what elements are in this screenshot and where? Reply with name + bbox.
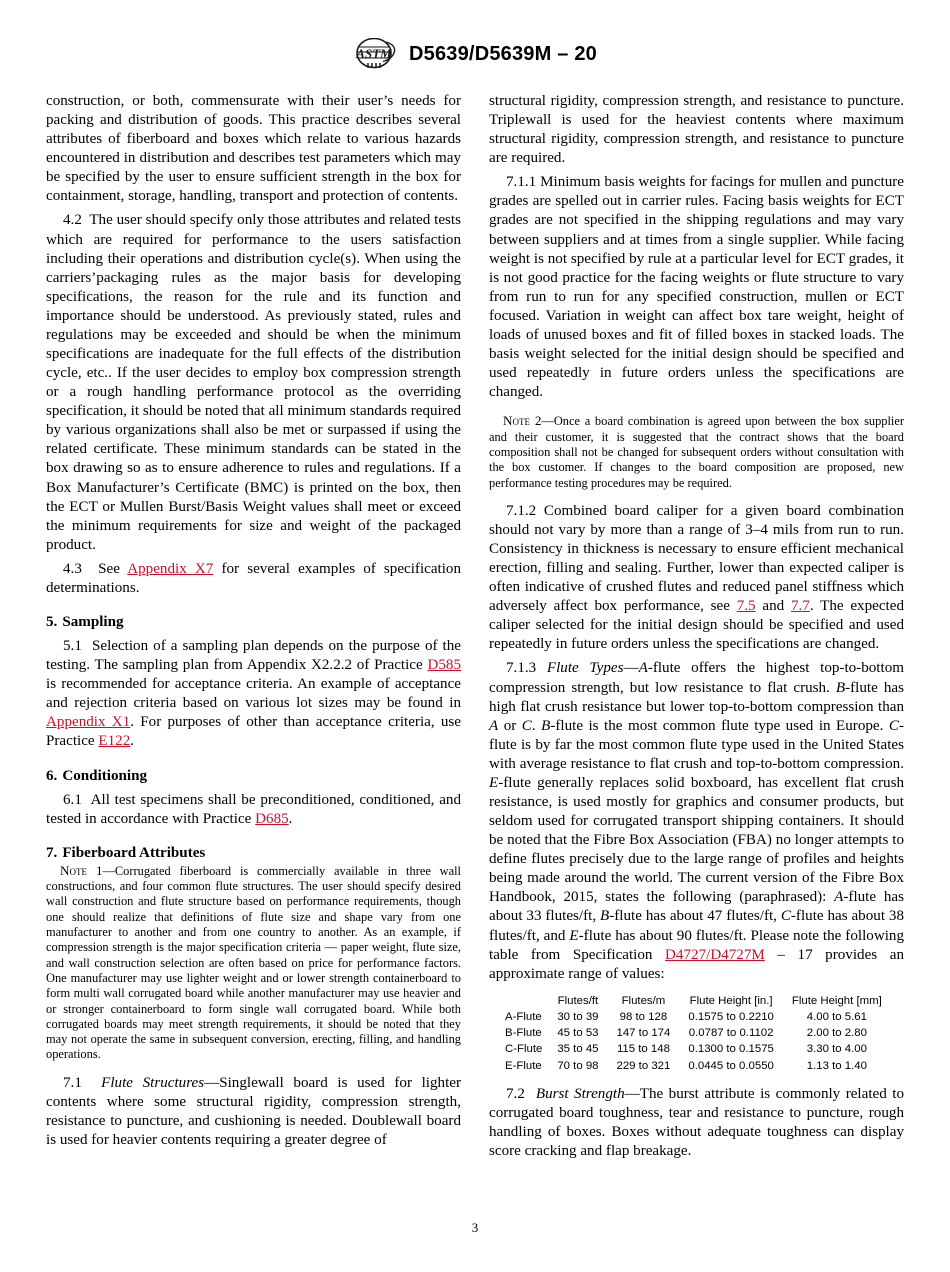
flute-letter-c-1: C — [521, 717, 532, 734]
paragraph-5-1-seg-d: . — [130, 733, 135, 750]
flute-letter-b-1: B — [835, 679, 846, 696]
paragraph-7-1-2-seg-a: Combined board caliper for a given board combination should not vary by more than a range of 3–4 mils from run to run. Consistency in thickness is necessary to ensure efficient mechanical erection, filling and sealing. Further, lower than expected caliper is often indicative of crushed flutes and reduced panel stiffness which adversely affect box performance, see — [489, 502, 904, 615]
note-2 — [489, 413, 904, 491]
seg-9: -flute has about 33 flutes/ft, — [489, 889, 904, 925]
paragraph-4-1-continuation: construction, or both, commensurate with their user’s needs for packing and distribution of goods. This practice describes several attributes of fiberboard and boxes which relate to various hazards encountered in distribution and describes test parameters which may be specified by the user to ensure sufficient strength in the box for containment, storage, handling, transport and protection of contents. — [46, 93, 461, 205]
paragraph-7-1-title: Flute Structures — [101, 1074, 205, 1091]
table-row — [503, 1025, 891, 1041]
column-header-flutes-ft: Flutes/ft — [557, 994, 599, 1007]
paragraph-7-1-2-seg-c: . The expected caliper selected for the initial design should be specified and used repeatedly in future orders unless the specifications are changed. — [489, 598, 904, 653]
seg-4: or — [498, 717, 522, 734]
seg-12: -flute has about 90 flutes/ft. Please note the following table from Specification — [489, 927, 904, 963]
section-7-number: 7. — [46, 844, 58, 861]
flute-letter-c-2: C — [888, 717, 899, 734]
paragraph-4-3-tail: for several examples of specification determinations. — [46, 560, 462, 596]
note-1 — [46, 863, 461, 1063]
cell-flutes-m: 147 to 174 — [616, 1027, 671, 1040]
section-5-number: 5. — [46, 614, 58, 631]
flute-specification-table — [503, 993, 891, 1074]
row-label: C-Flute — [505, 1043, 543, 1056]
reference-d685[interactable]: D685 — [255, 810, 289, 827]
seg-8: -flute generally replaces solid boxboard, has excellent flat crush resistance, is used mostly for graphics and consumer products, but seldom used for corrugated transport shipping containers. It should be noted that the Fibre Box Association (FBA) no longer attempts to define flutes precisely due to the large range of profiles and heights being made around the world. The current version of the Fibre Box Handbook, 2015, states the following (paraphrased): — [489, 774, 904, 906]
paragraph-7-1-2-number: 7.1.2 — [506, 502, 537, 519]
flute-letter-a-1: A — [638, 660, 648, 677]
paragraph-7-1-text: —Singlewall board is used for lighter contents where some structural rigidity, compression strength, resistance to puncture, and cushioning is needed. Doublewall board is used for heavier contents requiring a greater degree of — [46, 1074, 461, 1148]
flute-letter-a-2: A — [489, 717, 499, 734]
cell-flutes-m: 115 to 148 — [616, 1043, 670, 1056]
cell-height-mm: 4.00 to 5.61 — [806, 1010, 867, 1023]
page-header — [0, 38, 950, 70]
cell-height-in: 0.0445 to 0.0550 — [688, 1059, 774, 1072]
note-1-label: Note 1 — [60, 862, 103, 878]
cell-flutes-m: 98 to 128 — [619, 1010, 668, 1023]
note-2-label: Note 2 — [503, 413, 542, 429]
row-label: E-Flute — [505, 1059, 542, 1072]
paragraph-7-1-3-title: Flute Types — [546, 660, 624, 677]
cell-height-in: 0.1300 to 0.1575 — [688, 1043, 774, 1056]
reference-e122[interactable]: E122 — [98, 733, 131, 750]
paragraph-4-3 — [46, 560, 461, 598]
cell-height-in: 0.1575 to 0.2210 — [688, 1010, 774, 1023]
section-heading-7 — [46, 844, 461, 863]
flute-letter-a-3: A — [834, 889, 844, 906]
paragraph-7-1-3-number: 7.1.3 — [506, 660, 537, 677]
column-header-flute-height-mm: Flute Height [mm] — [791, 994, 882, 1007]
reference-appendix-x7[interactable]: Appendix X7 — [127, 560, 214, 577]
table-header-row — [503, 993, 891, 1009]
paragraph-5-1-seg-c: . For purposes of other than acceptance criteria, use Practice — [46, 714, 461, 750]
paragraph-5-1 — [46, 637, 461, 751]
right-column — [489, 92, 904, 1161]
section-7-title: Fiberboard Attributes — [62, 844, 206, 861]
paragraph-4-2 — [46, 211, 461, 554]
section-heading-5 — [46, 613, 461, 632]
seg-13: – 17 provides an approximate range of values: — [489, 946, 904, 982]
paragraph-7-1 — [46, 1074, 461, 1150]
reference-7-5[interactable]: 7.5 — [736, 598, 756, 615]
reference-appendix-x1[interactable]: Appendix X1 — [46, 714, 131, 731]
note-2-text: —Once a board combination is agreed upon between the box supplier and their customer, it is suggested that the contract shows that the board composition shall not be changed for subsequent orders without consultation with the box customer. If changes to the board composition are proposed, new performance testing procedures may be required. — [489, 414, 904, 490]
table-row — [503, 1058, 891, 1074]
reference-d585[interactable]: D585 — [427, 657, 461, 674]
paragraph-4-3-number: 4.3 — [63, 560, 82, 577]
row-label: B-Flute — [505, 1027, 542, 1040]
paragraph-4-2-number: 4.2 — [63, 212, 82, 229]
paragraph-7-2-number: 7.2 — [506, 1085, 525, 1102]
cell-height-mm: 3.30 to 4.00 — [806, 1043, 867, 1056]
section-6-number: 6. — [46, 767, 58, 784]
paragraph-7-1-2-seg-b: and — [762, 598, 785, 615]
paragraph-7-2-text: —The burst attribute is commonly related to corrugated board toughness, tear and resistance to puncture, rough handling of boxes. Boxes without adequate toughness can display score cracking and flap breakage. — [489, 1085, 904, 1159]
paragraph-7-1-3 — [489, 659, 904, 983]
seg-1: — — [623, 660, 639, 677]
flute-letter-c-3: C — [780, 908, 791, 925]
left-column — [46, 92, 461, 1161]
paragraph-6-1-seg-b: . — [288, 810, 293, 827]
seg-3: -flute has high flat crush resistance but lower top-to-bottom compression than — [489, 679, 904, 715]
flute-letter-e-2: E — [569, 927, 579, 944]
flute-letter-b-2: B — [541, 717, 551, 734]
cell-flutes-ft: 70 to 98 — [557, 1059, 599, 1072]
two-column-body — [46, 92, 904, 1161]
seg-6: -flute is the most common flute type used in Europe. — [550, 717, 889, 734]
reference-d4727[interactable]: D4727/D4727M — [665, 946, 765, 963]
paragraph-5-1-number: 5.1 — [63, 638, 82, 655]
section-heading-6 — [46, 767, 461, 786]
cell-flutes-m: 229 to 321 — [616, 1059, 671, 1072]
page-number: 3 — [471, 1220, 479, 1235]
paragraph-6-1 — [46, 791, 461, 829]
table-row — [503, 1009, 891, 1025]
paragraph-7-1-1-text: Minimum basis weights for facings for mullen and puncture grades are spelled out in carrier rules. Facing basis weights for ECT grades are not specified in the shipping regulations and may vary between suppliers and at times from a single supplier. While facing weight is not specified by rule at a particular level for ECT grades, it is not good practice for the facing weights or flute structure to vary from run to run for any specified construction, mullen or ECT focused. Variation in weight can affect box tare weight, height of loads of unused boxes and fit of filled boxes in stacked loads. The basis weight selected for the initial design should be specified and used repeatedly in future orders unless the specifications are changed. — [489, 174, 904, 401]
flute-letter-e-1: E — [489, 774, 499, 791]
paragraph-7-1-2 — [489, 502, 904, 655]
cell-flutes-ft: 30 to 39 — [557, 1010, 599, 1023]
paragraph-5-1-seg-a: Selection of a sampling plan depends on the purpose of the testing. The sampling plan from Appendix X2.2.2 of Practice — [46, 638, 461, 674]
paragraph-4-3-lead: See — [98, 560, 120, 577]
seg-10: -flute has about 47 flutes/ft, — [609, 908, 781, 925]
table-row — [503, 1041, 891, 1057]
section-5-title: Sampling — [62, 614, 124, 631]
cell-height-mm: 1.13 to 1.40 — [806, 1059, 867, 1072]
reference-7-7[interactable]: 7.7 — [790, 598, 810, 615]
paragraph-7-2 — [489, 1085, 904, 1161]
paragraph-7-1-1-number: 7.1.1 — [506, 174, 537, 191]
seg-2: -flute offers the highest top-to-bottom compression strength, but low resistance to flat crush. — [489, 660, 904, 696]
note-1-text: —Corrugated fiberboard is commercially available in three wall constructions, and four common flute structures. The user should specify desired wall construction and flute structure based on performance requirements, though one should realize that definitions of flute size and shape vary from one manufacturer to another and from one country to another. As an example, if compression strength is the major specification criteria — paper weight, flute size, and wall construction selection are often based on price for performance factors. One manufacturer may use lighter weight and or lower strength containerboard to form multi wall corrugated board while another manufacturer may use heavier and or stronger containerboard to form single wall corrugated board. While both corrugated boards may meet strength requirements, it should be noted that they may not operate the same in subsequent conversion, erecting, filling, and handling operations. — [46, 863, 462, 1062]
paragraph-7-1-continuation: structural rigidity, compression strength, and resistance to puncture. Triplewall is used for the heaviest contents where maximum structural rigidity, compression strength, and resistance to puncture are required. — [489, 93, 904, 167]
paragraph-7-1-1 — [489, 173, 904, 402]
seg-5: . — [531, 717, 542, 734]
row-label: A-Flute — [505, 1010, 542, 1023]
seg-11: -flute has about 38 flutes/ft, and — [489, 908, 904, 944]
flute-letter-b-3: B — [600, 908, 610, 925]
column-header-flutes-m: Flutes/m — [621, 994, 666, 1007]
astm-logo-icon — [353, 38, 399, 70]
paragraph-6-1-seg-a: All test specimens shall be preconditioned, conditioned, and tested in accordance with Practice — [46, 791, 462, 827]
cell-flutes-ft: 35 to 45 — [557, 1043, 599, 1056]
paragraph-6-1-number: 6.1 — [63, 791, 82, 808]
column-header-flute-height-in: Flute Height [in.] — [689, 994, 773, 1007]
document-number: D5639/D5639M – 20 — [409, 42, 597, 65]
seg-7: -flute is by far the most common flute type used in the United States with average resistance to flat crush and top-to-bottom compression. — [489, 717, 904, 772]
cell-height-mm: 2.00 to 2.80 — [806, 1027, 867, 1040]
paragraph-5-1-seg-b: is recommended for acceptance criteria. An example of acceptance and rejection criteria based on various lot sizes may be found in — [46, 676, 461, 712]
column-header-blank — [503, 993, 548, 1009]
section-6-title: Conditioning — [62, 767, 148, 784]
svg-text:ASTM: ASTM — [356, 46, 392, 61]
paragraph-7-2-title: Burst Strength — [535, 1085, 625, 1102]
paragraph-4-2-text: The user should specify only those attributes and related tests which are required for performance to the users satisfaction including their operations and distribution cycle(s). When using the carriers’packaging rules as the major basis for developing specifications, the reason for the rule and its function and importance should be understood. As previously stated, rules and regulations may be exceeded and should be when the minimum specifications are inadequate for the full effects of the distribution cycle, etc.. If the user decides to employ box compression strength or a rough handling performance protocol as the overriding specification, it should be noted that all minimum standards required by various organizations shall also be met or surpassed if using the related certificate. These minimum standards can be stated in the box drawing so as to ensure adherence to rules and regulations. If a Box Manufacturer’s Certificate (BMC) is printed on the box, then the ECT or Mullen Burst/Basis Weight values shall meet or exceed the minimum requirements for size and weight of the packaged product. — [46, 212, 461, 553]
cell-flutes-ft: 45 to 53 — [557, 1027, 599, 1040]
paragraph-7-1-number: 7.1 — [63, 1074, 82, 1091]
cell-height-in: 0.0787 to 0.1102 — [688, 1027, 774, 1040]
